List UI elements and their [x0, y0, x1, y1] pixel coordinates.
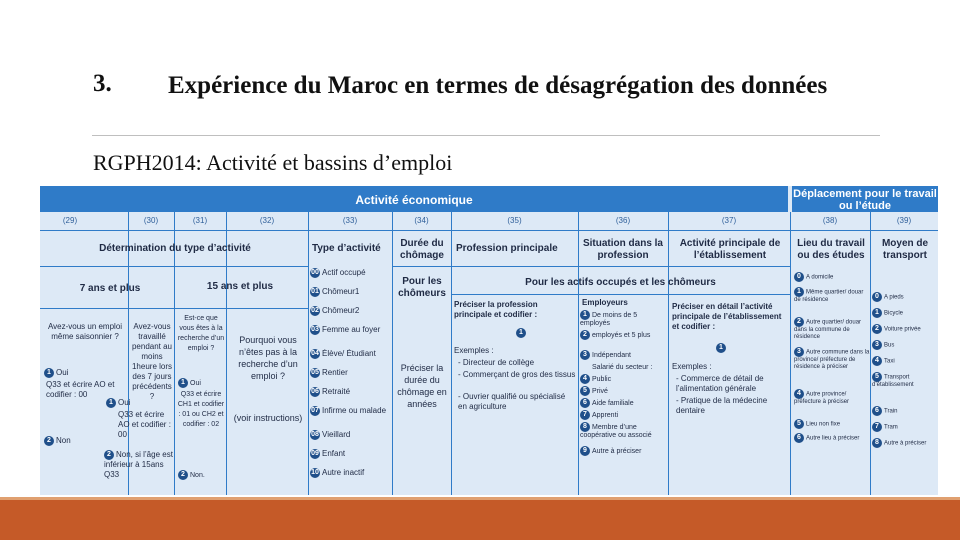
moyen-item-label: Taxi [884, 358, 895, 365]
moyen-item [872, 308, 938, 324]
etab-code [716, 342, 730, 353]
code-marker: 4 [872, 356, 882, 366]
situation-item-label: Autre à préciser [592, 447, 642, 455]
lieu-heading: Lieu du travail ou des études [797, 238, 865, 261]
lieu-item-label: Même quartier/ douar de résidence [794, 289, 864, 303]
situation-item [580, 422, 668, 446]
col-number: (34) [414, 216, 429, 225]
lieu-item-label: Autre quartier/ douar dans la commune de résidence [794, 319, 862, 340]
q30-yes-note: Q33 et écrire AO et codifier : 00 [118, 410, 171, 439]
code-marker: 4 [794, 389, 804, 399]
code-marker: 8 [580, 422, 590, 432]
moyen-item-label: Train [884, 408, 898, 415]
moyen-item-label: Voiture privée [884, 326, 921, 333]
q32-note: (voir instructions) [233, 413, 303, 423]
etab-example: - Commerce de détail de l’alimentation générale [676, 374, 764, 393]
code-marker: 1 [106, 398, 116, 408]
situation-item-label: Aide familiale [592, 399, 634, 407]
code-marker: 1 [178, 378, 188, 388]
duree-subheading: Pour les chômeurs [398, 276, 446, 299]
moyen-item-label: Transport d’établissement [872, 374, 914, 388]
code-marker: 1 [44, 368, 54, 378]
code-marker: 1 [516, 328, 526, 338]
q31-yes [178, 378, 226, 389]
q29-question: Avez-vous un emploi même saisonnier ? [47, 322, 123, 341]
type-activite-item [310, 268, 392, 287]
situation-item-label: Membre d’une coopérative ou associé [580, 423, 652, 439]
lieu-item [794, 287, 870, 317]
code-marker: 2 [104, 450, 114, 460]
col-number: (35) [507, 216, 522, 225]
profession-code [516, 327, 530, 338]
situation-item [580, 374, 668, 386]
type-activite-item-label: Femme au foyer [322, 325, 381, 335]
q29-no-label: Non [56, 436, 71, 446]
code-marker: 08 [311, 431, 319, 438]
situation-item-label: Public [592, 375, 612, 383]
moyen-item [872, 292, 938, 308]
type-activite-item [310, 349, 392, 368]
code-marker: 5 [580, 386, 590, 396]
code-marker: 07 [311, 407, 319, 414]
duree-note: Préciser la durée du chômage en années [397, 363, 447, 409]
situation-item-label: Salarié du secteur : [592, 363, 653, 371]
col-separator [226, 212, 227, 495]
code-marker: 00 [311, 269, 319, 276]
situation-item [580, 386, 668, 398]
footer-accent-line [0, 497, 960, 500]
moyen-list [872, 292, 938, 454]
type-activite-item-label: Élève/ Étudiant [322, 349, 376, 359]
col-separator [870, 212, 871, 495]
lieu-item-label: Lieu non fixe [806, 421, 841, 428]
q30-no-label: Non, si l’âge est inférieur à 15ans [104, 450, 173, 470]
code-marker: 5 [872, 372, 882, 382]
col-separator [451, 212, 452, 495]
situation-item [580, 398, 668, 410]
type-activite-item [310, 287, 392, 306]
type-activite-list [310, 268, 392, 487]
type-activite-item-label: Autre inactif [322, 468, 365, 478]
code-marker: 0 [872, 292, 882, 302]
situation-heading: Situation dans la profession [582, 238, 663, 261]
col-separator [392, 212, 393, 495]
type-activite-item-label: Actif occupé [322, 268, 366, 278]
situation-item [580, 350, 668, 362]
situation-item-label: employés et 5 plus [592, 331, 651, 339]
profession-heading: Profession principale [456, 243, 558, 254]
moyen-item-label: Tram [884, 424, 898, 431]
header-activite: Activité économique [40, 186, 788, 212]
code-marker: 02 [311, 307, 319, 314]
col-number: (37) [721, 216, 737, 225]
situation-item-label: De moins de 5 employés [580, 311, 638, 327]
moyen-item-label: Bus [884, 342, 895, 349]
col-separator [308, 212, 309, 495]
code-marker: 5 [794, 419, 804, 429]
lieu-list [794, 272, 870, 459]
code-marker: 9 [580, 446, 590, 456]
q29-no [44, 436, 124, 446]
age-15-heading: 15 ans et plus [206, 281, 274, 292]
header-deplacement: Déplacement pour le travail ou l’étude [793, 188, 937, 212]
type-activite-item [310, 430, 392, 449]
col-number: (33) [342, 216, 358, 225]
moyen-item-label: A pieds [884, 294, 904, 301]
lieu-item [794, 419, 870, 433]
col-number: (39) [896, 216, 912, 225]
code-marker: 03 [311, 326, 319, 333]
code-marker: 10 [311, 469, 319, 476]
situation-item [580, 410, 668, 422]
profession-instruction: Préciser la profession principale et codifier : [454, 300, 538, 319]
occupes-chomeurs-heading: Pour les actifs occupés et les chômeurs [525, 277, 716, 288]
lieu-item [794, 433, 870, 459]
situation-item [580, 362, 668, 374]
moyen-item [872, 324, 938, 340]
situation-item-label: Indépendant [592, 351, 631, 359]
moyen-item-label: Autre à préciser [884, 440, 927, 447]
type-activite-item [310, 449, 392, 468]
type-activite-item [310, 368, 392, 387]
moyen-heading: Moyen de transport [881, 238, 929, 261]
type-activite-item-label: Rentier [322, 368, 348, 378]
code-marker: 2 [794, 317, 804, 327]
q31-yes-note: Q33 et écrire CH1 et codifier : 01 ou CH2 et codifier : 02 [177, 391, 225, 428]
code-marker: 1 [580, 310, 590, 320]
col-number: (31) [192, 216, 208, 225]
type-activite-item [310, 306, 392, 325]
col-number: (36) [615, 216, 631, 225]
code-marker: 8 [872, 438, 882, 448]
code-marker: 7 [872, 422, 882, 432]
code-marker: 6 [794, 433, 804, 443]
situation-list [580, 310, 668, 458]
etab-instruction: Préciser en détail l’activité principale de l’établissement et codifier : [672, 302, 782, 331]
q30-no [104, 450, 174, 480]
lieu-item [794, 272, 870, 287]
duree-heading: Durée du chômage [400, 238, 444, 261]
code-marker: 06 [311, 388, 319, 395]
situation-item [580, 310, 668, 330]
col-separator [668, 212, 669, 495]
q31-yes-label: Oui [190, 379, 201, 387]
situation-item [580, 330, 668, 350]
col-separator [790, 212, 791, 495]
census-form-image [40, 186, 938, 495]
code-marker: 6 [580, 398, 590, 408]
row-separator [40, 308, 308, 309]
q30-yes-label: Oui [118, 398, 131, 408]
code-marker: 2 [44, 436, 54, 446]
lieu-item [794, 317, 870, 347]
code-marker: 1 [872, 308, 882, 318]
col-separator [174, 212, 175, 495]
moyen-item [872, 340, 938, 356]
profession-examples-title: Exemples : [454, 346, 494, 355]
etab-example: - Pratique de la médecine dentaire [676, 396, 768, 415]
situation-title: Employeurs [582, 298, 628, 307]
code-marker: 4 [580, 374, 590, 384]
q30-no-target: Q33 [104, 470, 120, 480]
code-marker: 05 [311, 369, 319, 376]
col-number: (29) [62, 216, 78, 225]
code-marker: 3 [794, 347, 804, 357]
code-marker: 6 [872, 406, 882, 416]
code-marker: 0 [794, 272, 804, 282]
type-activite-item [310, 468, 392, 487]
code-marker: 1 [716, 343, 726, 353]
code-marker: 2 [178, 470, 188, 480]
situation-item [580, 446, 668, 458]
code-marker: 2 [872, 324, 882, 334]
code-marker: 3 [872, 340, 882, 350]
lieu-item-label: Autre province/ préfecture à préciser [794, 391, 850, 405]
moyen-item [872, 406, 938, 422]
code-marker: 1 [794, 287, 804, 297]
moyen-item-label: Bicycle [884, 310, 904, 317]
type-activite-item [310, 325, 392, 349]
code-marker: 01 [311, 288, 319, 295]
q31-no [178, 470, 226, 481]
type-activite-item [310, 387, 392, 406]
q32-question: Pourquoi vous n’êtes pas à la recherche d’un emploi ? [238, 335, 298, 381]
type-activite-item-label: Enfant [322, 449, 346, 459]
activite-etab-heading: Activité principale de l’établissement [679, 238, 781, 261]
profession-example: - Commerçant de gros des tissus [458, 370, 576, 379]
type-activite-heading: Type d’activité [312, 243, 381, 254]
type-activite-item-label: Chômeur2 [322, 306, 360, 316]
moyen-item [872, 422, 938, 438]
row-separator [40, 266, 308, 267]
q29-yes [44, 368, 126, 378]
slide-title: Expérience du Maroc en termes de désagrégation des données [168, 72, 828, 99]
row-separator [40, 230, 938, 231]
col-number: (38) [822, 216, 838, 225]
lieu-item-label: Autre commune dans la province/ préfecture de résidence à préciser [794, 349, 870, 370]
code-marker: 7 [580, 410, 590, 420]
q31-question: Est-ce que vous êtes à la recherche d’un emploi ? [177, 315, 225, 352]
code-marker: 09 [311, 450, 319, 457]
lieu-item-label: A domicile [806, 274, 834, 281]
situation-item-label: Apprenti [592, 411, 619, 419]
age-7-heading: 7 ans et plus [79, 283, 141, 294]
type-activite-item-label: Infirme ou malade [322, 406, 387, 416]
moyen-item [872, 438, 938, 454]
profession-example: - Ouvrier qualifié ou spécialisé en agriculture [458, 392, 566, 411]
type-activite-item [310, 406, 392, 430]
code-marker: 2 [580, 330, 590, 340]
type-activite-item-label: Chômeur1 [322, 287, 360, 297]
code-marker: 3 [580, 350, 590, 360]
lieu-item-label: Autre lieu à préciser [806, 435, 860, 442]
q30-yes [106, 398, 174, 408]
code-marker: 04 [311, 350, 319, 357]
row-separator [451, 294, 790, 295]
lieu-item [794, 347, 870, 389]
q30-question: Avez-vous travaillé pendant au moins 1heure lors des 7 jours précédents ? [131, 322, 173, 401]
situation-item-label: Privé [592, 387, 608, 395]
type-activite-item-label: Retraité [322, 387, 351, 397]
q31-no-label: Non. [190, 471, 205, 479]
col-number: (30) [143, 216, 159, 225]
moyen-item [872, 372, 938, 406]
row-separator [392, 266, 790, 267]
q29-yes-label: Oui [56, 368, 69, 378]
q29-yes-note: Q33 et écrire AO et codifier : 00 [46, 380, 115, 399]
lieu-item [794, 389, 870, 419]
title-divider [92, 135, 880, 136]
type-activite-item-label: Vieillard [322, 430, 351, 440]
col-number: (32) [259, 216, 275, 225]
footer-bar [0, 497, 960, 540]
section-number: 3. [93, 70, 112, 97]
profession-example: - Directeur de collège [458, 358, 535, 367]
slide-subtitle: RGPH2014: Activité et bassins d’emploi [93, 150, 453, 175]
etab-examples-title: Exemples : [672, 362, 712, 371]
det-type-heading: Détermination du type d’activité [99, 243, 251, 254]
moyen-item [872, 356, 938, 372]
